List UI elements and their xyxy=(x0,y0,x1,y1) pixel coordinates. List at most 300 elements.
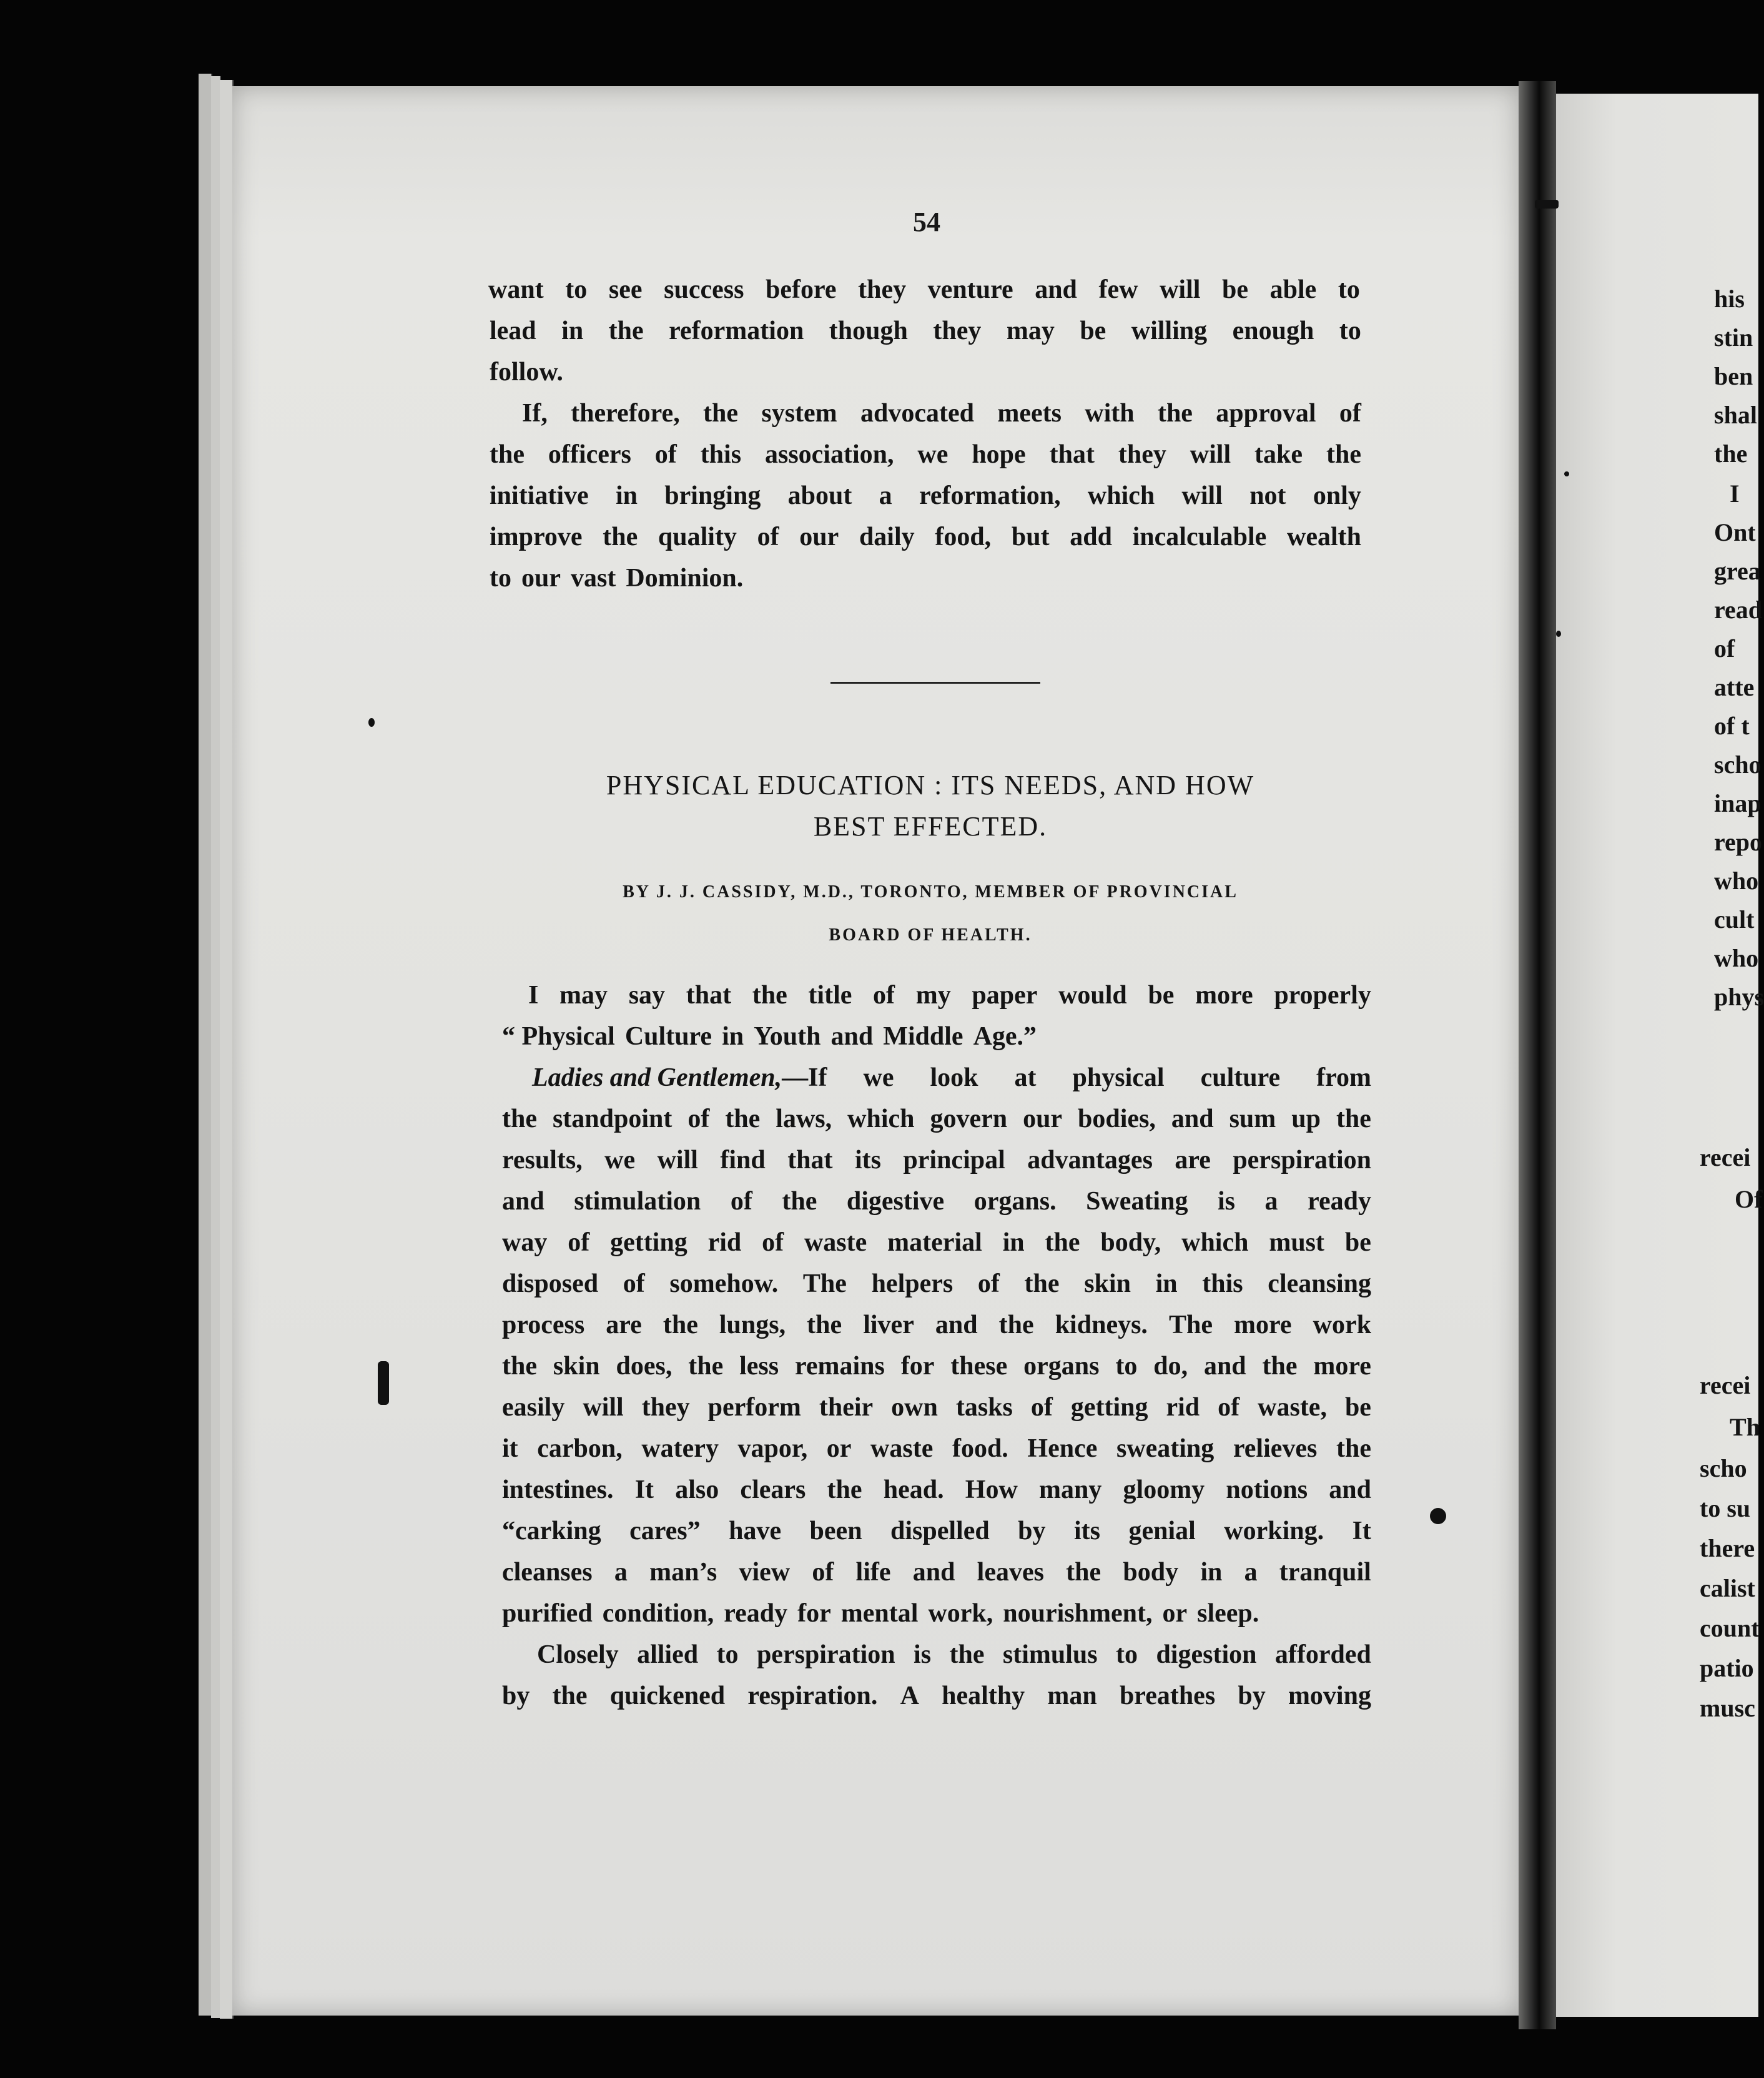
word: in xyxy=(615,481,638,510)
word: vast xyxy=(571,564,616,593)
word: physical xyxy=(1072,1063,1165,1092)
word: and xyxy=(1329,1475,1371,1504)
word: of xyxy=(623,1269,645,1298)
word: the xyxy=(725,1105,761,1133)
word: officers xyxy=(548,440,631,469)
word: a xyxy=(879,481,892,510)
right-page-fragment: grea xyxy=(1714,557,1761,585)
word: waste xyxy=(804,1228,867,1257)
article-title-line-2: BEST EFFECTED. xyxy=(813,811,1048,842)
word: more xyxy=(1234,1311,1292,1339)
article-line xyxy=(502,1392,1371,1422)
word: our xyxy=(1023,1105,1063,1133)
right-page-fragment: atte xyxy=(1714,673,1755,701)
word: properly xyxy=(1274,981,1371,1010)
word: remains xyxy=(794,1352,885,1381)
article-line xyxy=(502,1186,1371,1216)
previous-section-line xyxy=(490,357,1361,387)
right-page-fragment: musc xyxy=(1700,1694,1755,1722)
word: the xyxy=(807,1311,842,1339)
word: A xyxy=(900,1682,919,1710)
article-line xyxy=(502,1104,1371,1134)
word: more xyxy=(1313,1352,1371,1381)
word: skin xyxy=(553,1352,600,1381)
word: will xyxy=(1160,275,1201,304)
word: may xyxy=(559,981,608,1010)
word: the xyxy=(1326,440,1361,469)
right-page-fragment: patio xyxy=(1700,1654,1754,1682)
word: cleansing xyxy=(1268,1269,1371,1298)
scan-speck xyxy=(1430,1508,1446,1524)
previous-section-line xyxy=(490,316,1361,346)
word: be xyxy=(1080,317,1106,345)
scan-speck xyxy=(1556,631,1561,637)
word: these xyxy=(950,1352,1008,1381)
word: add xyxy=(1070,523,1112,551)
word: I xyxy=(528,981,539,1010)
word: advocated xyxy=(860,399,974,428)
word: the xyxy=(1045,1228,1080,1257)
word: organs xyxy=(1023,1352,1100,1381)
word: mental xyxy=(840,1599,919,1628)
word: Dominion. xyxy=(626,564,744,593)
word: It xyxy=(1352,1517,1371,1545)
word: healthy xyxy=(942,1682,1025,1710)
word: moving xyxy=(1288,1682,1371,1710)
word: cares” xyxy=(629,1517,701,1545)
word: success xyxy=(664,275,744,304)
word: perspiration xyxy=(756,1640,895,1669)
right-page-fragment: who xyxy=(1714,944,1759,972)
word: dispelled xyxy=(890,1517,990,1545)
word: afforded xyxy=(1274,1640,1371,1669)
word: see xyxy=(608,275,643,304)
word: though xyxy=(829,317,908,345)
word: to xyxy=(1115,1352,1138,1381)
scan-speck xyxy=(378,1361,389,1405)
previous-section-line xyxy=(490,481,1361,511)
word: work, xyxy=(928,1599,993,1628)
word: improve xyxy=(490,523,583,551)
page-edge-3 xyxy=(220,80,234,2019)
word: a xyxy=(1264,1187,1278,1216)
previous-section-line xyxy=(522,398,1361,428)
word: and xyxy=(935,1311,978,1339)
word: stimulation xyxy=(574,1187,701,1216)
word: hope xyxy=(972,440,1026,469)
word: it xyxy=(502,1434,518,1463)
word: will xyxy=(583,1393,624,1422)
word: that xyxy=(1049,440,1095,469)
word: to xyxy=(490,564,511,593)
word: we xyxy=(604,1146,636,1174)
word: this xyxy=(700,440,742,469)
right-page-fragment: cult xyxy=(1714,905,1755,933)
word: association, xyxy=(764,440,894,469)
article-line xyxy=(502,1022,1371,1051)
word: food, xyxy=(935,523,992,551)
word: digestion xyxy=(1156,1640,1257,1669)
word: leaves xyxy=(977,1558,1044,1587)
word: would xyxy=(1058,981,1127,1010)
word: body, xyxy=(1100,1228,1161,1257)
word: the xyxy=(688,1352,724,1381)
word: the xyxy=(663,1311,698,1339)
word: material xyxy=(887,1228,982,1257)
word: rid xyxy=(707,1228,742,1257)
right-page-fragment: inap xyxy=(1714,789,1762,817)
word: gloomy xyxy=(1123,1475,1205,1504)
word: our xyxy=(799,523,839,551)
word: they xyxy=(1118,440,1166,469)
right-page-fragment: Of xyxy=(1735,1185,1763,1213)
word: will xyxy=(1190,440,1231,469)
word: advantages xyxy=(1027,1146,1153,1174)
word: of xyxy=(730,1187,752,1216)
word: relieves xyxy=(1233,1434,1318,1463)
word: they xyxy=(933,317,982,345)
article-line xyxy=(502,1145,1371,1175)
word: “ Physical xyxy=(502,1022,615,1051)
word: of xyxy=(1030,1393,1053,1422)
word: laws, xyxy=(776,1105,832,1133)
article-line xyxy=(502,1434,1371,1464)
right-page-fragment: his xyxy=(1714,285,1745,313)
word: initiative xyxy=(490,481,589,510)
scan-speck xyxy=(1564,471,1569,476)
word: Youth xyxy=(754,1022,821,1051)
article-byline-line-2: BOARD OF HEALTH. xyxy=(829,925,1032,945)
word: do, xyxy=(1153,1352,1188,1381)
word: skin xyxy=(1084,1269,1131,1298)
word: way xyxy=(502,1228,548,1257)
word: for xyxy=(797,1599,831,1628)
word: the xyxy=(949,1640,985,1669)
right-page-fragment: recei xyxy=(1700,1143,1751,1171)
word: perform xyxy=(707,1393,801,1422)
word: reformation, xyxy=(919,481,1061,510)
word: are xyxy=(1175,1146,1211,1174)
word: Sweating xyxy=(1086,1187,1188,1216)
word: and xyxy=(1035,275,1077,304)
page-number: 54 xyxy=(913,207,940,237)
word: the xyxy=(752,981,787,1010)
word: venture xyxy=(927,275,1013,304)
word: ready xyxy=(724,1599,788,1628)
word: waste, xyxy=(1258,1393,1327,1422)
word: in xyxy=(1200,1558,1223,1587)
word: of xyxy=(568,1228,590,1257)
word: from xyxy=(1316,1063,1371,1092)
right-page-fragment: of xyxy=(1714,634,1735,662)
word: and xyxy=(1203,1352,1246,1381)
article-line xyxy=(502,1228,1371,1258)
word: work xyxy=(1313,1311,1371,1339)
right-page-fragment: Ont xyxy=(1714,518,1756,546)
right-page-fragment: phys xyxy=(1714,983,1764,1011)
word: govern xyxy=(930,1105,1008,1133)
word: in xyxy=(722,1022,744,1051)
word: vapor, xyxy=(737,1434,808,1463)
right-page-fragment: scho xyxy=(1714,751,1762,779)
article-line xyxy=(502,1516,1371,1546)
word: the xyxy=(782,1187,817,1216)
word: the xyxy=(502,1352,537,1381)
word: but xyxy=(1011,523,1050,551)
word: tasks xyxy=(955,1393,1013,1422)
word: meets xyxy=(997,399,1062,428)
word: respiration. xyxy=(747,1682,878,1710)
word: that xyxy=(787,1146,833,1174)
article-line xyxy=(502,1269,1371,1299)
right-page-fragment: Th xyxy=(1730,1413,1760,1441)
word: which xyxy=(1181,1228,1249,1257)
word: Hence xyxy=(1027,1434,1098,1463)
word: more xyxy=(1195,981,1253,1010)
word: in xyxy=(1155,1269,1178,1298)
article-line xyxy=(502,1310,1371,1340)
word: incalculable xyxy=(1132,523,1267,551)
article-line xyxy=(502,1598,1371,1628)
right-page-fragment: the xyxy=(1714,440,1748,468)
previous-section-line xyxy=(490,522,1361,552)
right-page-fragment: to su xyxy=(1700,1494,1751,1522)
word: enough xyxy=(1232,317,1314,345)
word: of xyxy=(654,440,677,469)
word: If, xyxy=(522,399,548,428)
word: only xyxy=(1313,481,1361,510)
word: How xyxy=(965,1475,1018,1504)
right-page-fragment: who xyxy=(1714,867,1759,895)
word: breathes xyxy=(1119,1682,1216,1710)
word: the xyxy=(608,317,644,345)
word: the xyxy=(1157,399,1193,428)
word: by xyxy=(502,1682,530,1710)
word: not xyxy=(1249,481,1286,510)
word: in xyxy=(561,317,584,345)
previous-section-line xyxy=(490,563,1361,593)
word: body xyxy=(1123,1558,1179,1587)
word: principal xyxy=(903,1146,1005,1174)
word: find xyxy=(720,1146,766,1174)
word: approval xyxy=(1216,399,1316,428)
word: to xyxy=(565,275,588,304)
word: been xyxy=(809,1517,862,1545)
word: Middle xyxy=(883,1022,963,1051)
word: they xyxy=(641,1393,690,1422)
word: helpers xyxy=(871,1269,953,1298)
word: we xyxy=(917,440,949,469)
word: be xyxy=(1344,1228,1371,1257)
word: that xyxy=(686,981,732,1010)
article-line xyxy=(532,1063,1371,1093)
word: the xyxy=(1336,1434,1371,1463)
word: its xyxy=(854,1146,881,1174)
word: will xyxy=(1181,481,1223,510)
word: results, xyxy=(502,1146,583,1174)
word: It xyxy=(634,1475,654,1504)
word: ready xyxy=(1308,1187,1371,1216)
word: wealth xyxy=(1286,523,1361,551)
word: of xyxy=(1218,1393,1240,1422)
right-page-fragment: count xyxy=(1700,1614,1760,1642)
word: lungs, xyxy=(719,1311,786,1339)
right-page-fragment: calist xyxy=(1700,1574,1755,1602)
word: quality xyxy=(658,523,737,551)
word: the xyxy=(502,1105,537,1133)
word: bodies, xyxy=(1078,1105,1156,1133)
word: sweating xyxy=(1116,1434,1215,1463)
word: in xyxy=(1002,1228,1025,1257)
word: our xyxy=(521,564,561,593)
scan-speck xyxy=(1535,200,1559,209)
article-line xyxy=(502,1557,1371,1587)
word: of xyxy=(873,981,895,1010)
word: is xyxy=(914,1640,932,1669)
word: less xyxy=(739,1352,779,1381)
word: be xyxy=(1222,275,1249,304)
word: their xyxy=(819,1393,874,1422)
article-title-line-1: PHYSICAL EDUCATION : ITS NEEDS, AND HOW xyxy=(606,770,1255,800)
word: disposed xyxy=(502,1269,599,1298)
word: of xyxy=(762,1228,784,1257)
word: follow. xyxy=(490,358,563,387)
word: and xyxy=(502,1187,544,1216)
article-line xyxy=(537,1640,1371,1670)
word: which xyxy=(1087,481,1155,510)
previous-section-line xyxy=(490,440,1361,470)
word: will xyxy=(657,1146,698,1174)
word: of xyxy=(687,1105,710,1133)
word: watery xyxy=(641,1434,719,1463)
article-line xyxy=(502,1681,1371,1711)
word: with xyxy=(1085,399,1135,428)
word: take xyxy=(1254,440,1303,469)
word: its xyxy=(1073,1517,1100,1545)
word: purified xyxy=(502,1599,593,1628)
word: cleanses xyxy=(502,1558,593,1587)
right-page-fragment: ben xyxy=(1714,362,1753,390)
word: Culture xyxy=(624,1022,712,1051)
word: this xyxy=(1202,1269,1243,1298)
word: is xyxy=(1218,1187,1236,1216)
word: carbon, xyxy=(537,1434,623,1463)
right-page-fragment: recei xyxy=(1700,1371,1751,1399)
word: sum xyxy=(1229,1105,1276,1133)
scan-speck xyxy=(368,718,375,727)
word: man’s xyxy=(649,1558,717,1587)
word: a xyxy=(614,1558,628,1587)
word: be xyxy=(1344,1393,1371,1422)
word: the xyxy=(1336,1105,1371,1133)
word: food. xyxy=(952,1434,1008,1463)
word: a xyxy=(1244,1558,1258,1587)
word: before xyxy=(766,275,837,304)
word: about xyxy=(787,481,852,510)
word: few xyxy=(1098,275,1138,304)
word: easily xyxy=(502,1393,565,1422)
word: which xyxy=(847,1105,915,1133)
word: the xyxy=(1066,1558,1101,1587)
word: the xyxy=(1024,1269,1060,1298)
right-page-fragment: stin xyxy=(1714,323,1753,352)
word: able xyxy=(1269,275,1317,304)
word: by xyxy=(1018,1517,1046,1545)
word: man xyxy=(1047,1682,1097,1710)
section-divider xyxy=(830,682,1040,684)
word: allied xyxy=(637,1640,699,1669)
word: Age.” xyxy=(973,1022,1037,1051)
right-page-fragment: I xyxy=(1730,480,1740,508)
word: may xyxy=(1006,317,1055,345)
word: sleep. xyxy=(1197,1599,1259,1628)
word: of xyxy=(757,523,779,551)
word: stimulus xyxy=(1002,1640,1098,1669)
word: say xyxy=(628,981,666,1010)
word: perspiration xyxy=(1233,1146,1371,1174)
word: getting xyxy=(1070,1393,1148,1422)
word: clears xyxy=(740,1475,806,1504)
article-line xyxy=(528,980,1371,1010)
word: reformation xyxy=(669,317,804,345)
word: Ladies and Gentlemen,—If xyxy=(532,1063,827,1092)
right-page-fragment: there xyxy=(1700,1534,1755,1562)
word: “carking xyxy=(502,1517,601,1545)
word: The xyxy=(1168,1311,1213,1339)
word: title xyxy=(808,981,852,1010)
word: bringing xyxy=(664,481,761,510)
word: be xyxy=(1148,981,1175,1010)
word: therefore, xyxy=(571,399,680,428)
salutation: Ladies and Gentlemen, xyxy=(532,1063,782,1092)
word: paper xyxy=(972,981,1038,1010)
word: and xyxy=(830,1022,874,1051)
word: waste xyxy=(870,1434,934,1463)
word: kidneys. xyxy=(1055,1311,1148,1339)
word: the xyxy=(703,399,739,428)
word: of xyxy=(977,1269,1000,1298)
word: standpoint xyxy=(552,1105,673,1133)
word: to xyxy=(1339,317,1361,345)
word: the xyxy=(490,440,525,469)
word: notions xyxy=(1226,1475,1308,1504)
right-page-fragment: shal xyxy=(1714,401,1757,429)
word: want xyxy=(488,275,544,304)
word: at xyxy=(1014,1063,1037,1092)
word: or xyxy=(1162,1599,1188,1628)
word: life xyxy=(855,1558,891,1587)
word: of xyxy=(812,1558,834,1587)
word: view xyxy=(739,1558,791,1587)
word: have xyxy=(729,1517,782,1545)
word: and xyxy=(912,1558,955,1587)
word: daily xyxy=(859,523,915,551)
right-page-fragment: read xyxy=(1714,596,1763,624)
word: for xyxy=(900,1352,935,1381)
word: does, xyxy=(616,1352,673,1381)
word: the xyxy=(1262,1352,1298,1381)
book-gutter xyxy=(1519,81,1556,2029)
word: willing xyxy=(1131,317,1208,345)
word: system xyxy=(761,399,837,428)
word: many xyxy=(1038,1475,1102,1504)
word: the xyxy=(603,523,638,551)
word: or xyxy=(826,1434,852,1463)
word: the xyxy=(827,1475,862,1504)
word: and xyxy=(1171,1105,1214,1133)
word: own xyxy=(891,1393,938,1422)
right-page-fragment: repo xyxy=(1714,828,1763,856)
